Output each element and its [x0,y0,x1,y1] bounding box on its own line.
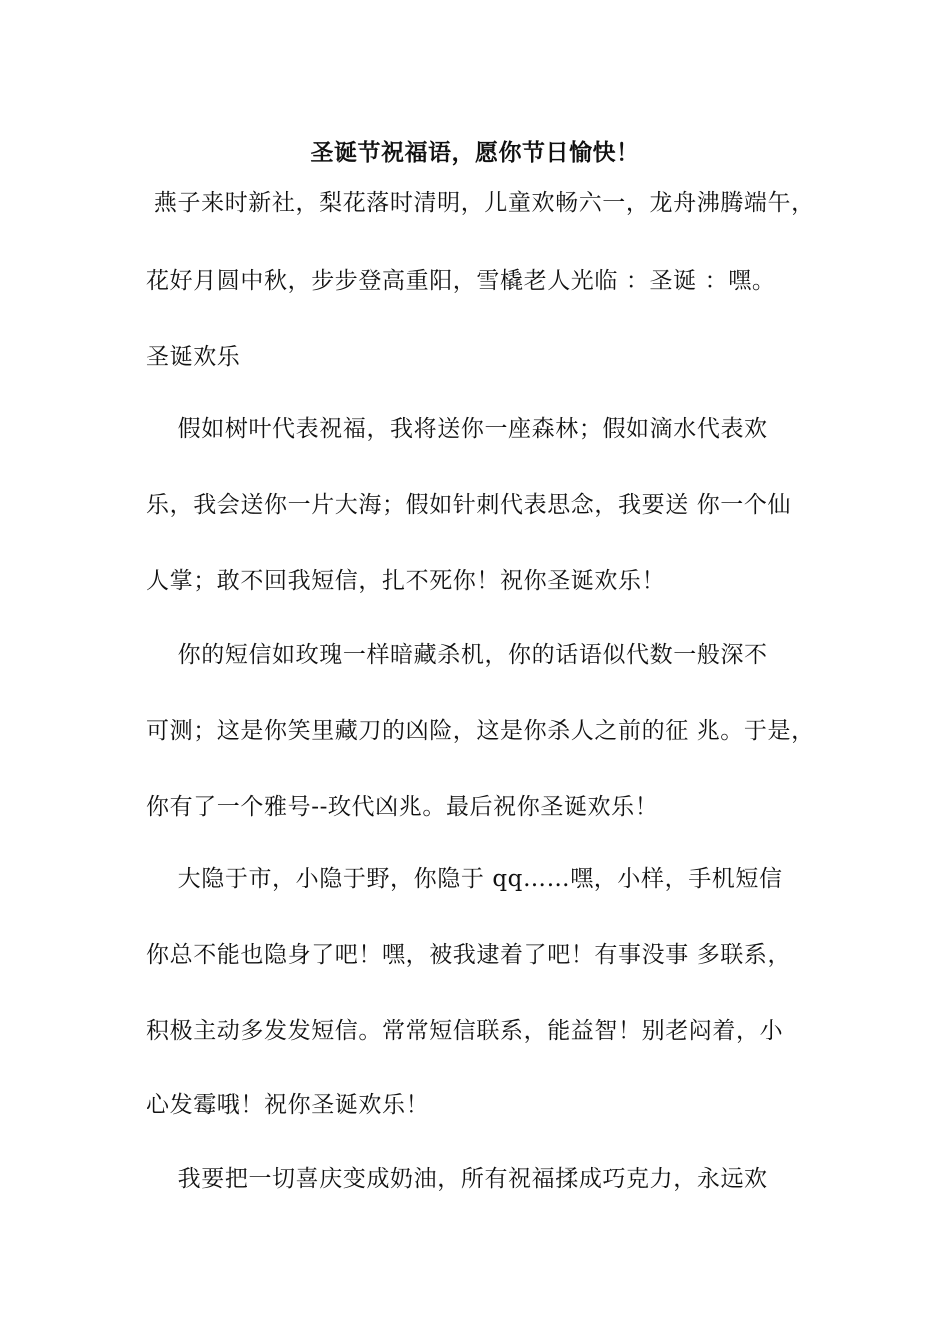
text-line: 人掌；敢不回我短信，扎不死你！祝你圣诞欢乐！ [146,568,666,594]
text-line: 你总不能也隐身了吧！嘿，被我逮着了吧！有事没事 多联系， [146,942,792,968]
text-line: 可测；这是你笑里藏刀的凶险，这是你杀人之前的征 兆。于是， [146,718,815,744]
document-title: 圣诞节祝福语，愿你节日愉快！ [310,139,640,166]
text-line: 乐，我会送你一片大海；假如针刺代表思念，我要送 你一个仙 [146,492,792,518]
text-line: 你的短信如玫瑰一样暗藏杀机，你的话语似代数一般深不 [146,642,768,668]
text-line: 你有了一个雅号--玫代凶兆。最后祝你圣诞欢乐！ [146,794,659,820]
text-line: 花好月圆中秋，步步登高重阳，雪橇老人光临 ：圣诞 ：嘿。 [146,268,776,294]
text-line: 心发霉哦！祝你圣诞欢乐！ [146,1092,430,1118]
text-line: 燕子来时新社，梨花落时清明，儿童欢畅六一，龙舟沸腾端午， [146,190,815,216]
text-line: 圣诞欢乐 [146,344,241,370]
text-line: 我要把一切喜庆变成奶油，所有祝福揉成巧克力，永远欢 [146,1166,768,1192]
text-line: 积极主动多发发短信。常常短信联系，能益智！别老闷着，小 [146,1018,784,1044]
text-line: 大隐于市，小隐于野，你隐于 qq……嘿，小样，手机短信 [146,866,783,892]
text-line: 假如树叶代表祝福，我将送你一座森林；假如滴水代表欢 [146,416,768,442]
